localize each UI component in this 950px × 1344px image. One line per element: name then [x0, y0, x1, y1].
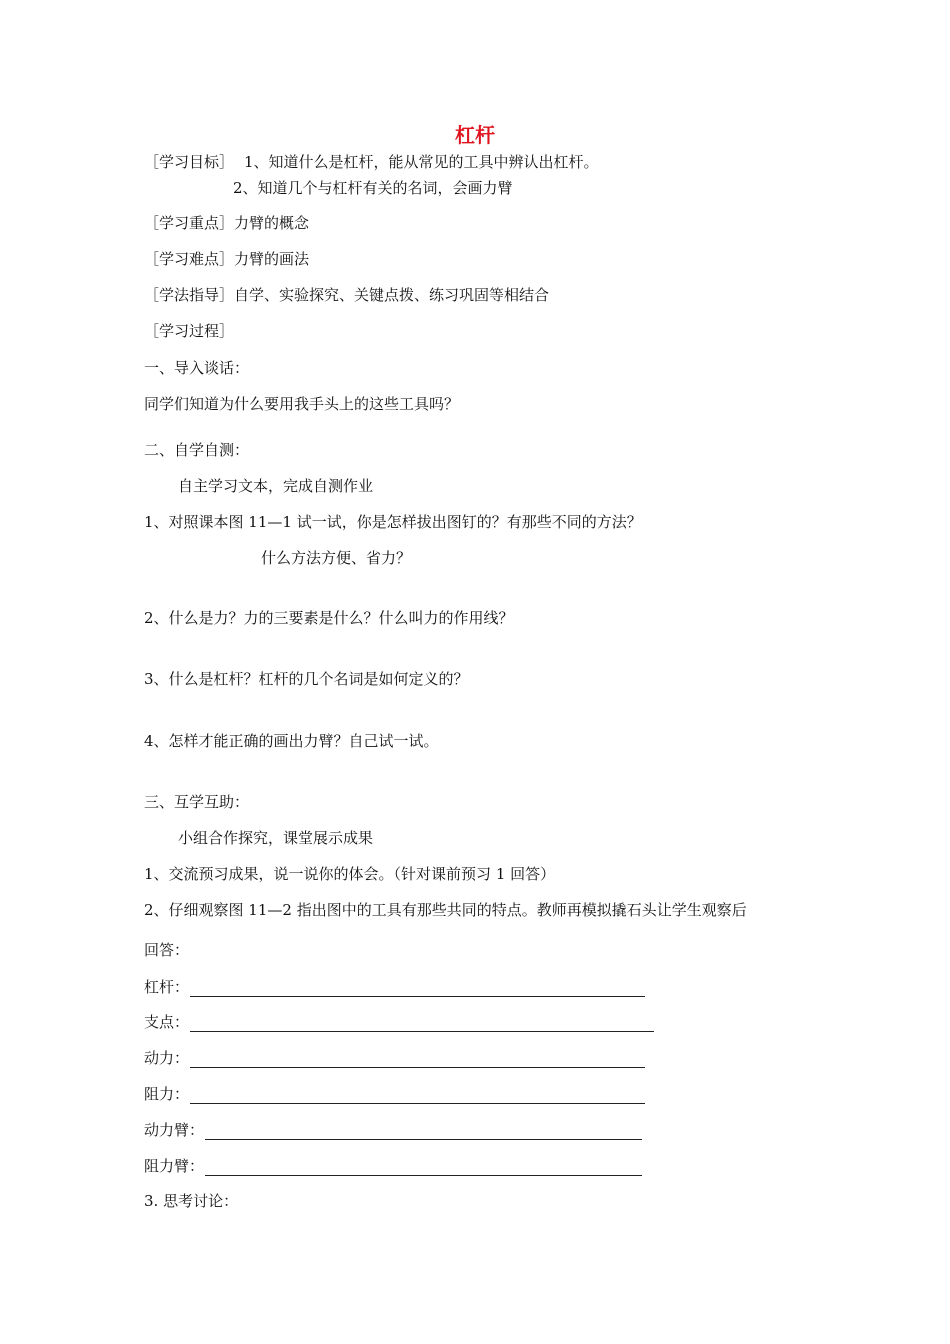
blank-effort-arm: [144, 1119, 642, 1140]
blank-fulcrum: [144, 1011, 654, 1032]
blank-resistance-arm: [144, 1155, 642, 1176]
section2-q1b: 什么方法方便、省力？: [261, 549, 412, 567]
process-label: ［学习过程］: [144, 322, 235, 340]
goal-item-2: 2、知道几个与杠杆有关的名词，会画力臂: [233, 179, 513, 197]
blank-resistance-line[interactable]: [190, 1086, 645, 1104]
section3-item2: 2、仔细观察图 11—2 指出图中的工具有那些共同的特点。教师再模拟撬石头让学生观察后: [144, 901, 747, 919]
section3-heading: 三、互学互助：: [144, 793, 250, 811]
blank-resistance-arm-line[interactable]: [205, 1158, 642, 1176]
section1-heading: 一、导入谈话：: [144, 359, 250, 377]
blank-effort: [144, 1047, 645, 1068]
blank-effort-line[interactable]: [190, 1050, 645, 1068]
blank-lever-label: 杠杆：: [144, 978, 190, 996]
blank-lever: [144, 976, 645, 997]
method-line: ［学法指导］自学、实验探究、关键点拨、练习巩固等相结合: [144, 286, 550, 304]
blank-effort-arm-label: 动力臂：: [144, 1121, 205, 1139]
section2-q3: 3、什么是杠杆？杠杆的几个名词是如何定义的？: [144, 670, 469, 688]
section3-item3: 3. 思考讨论：: [144, 1192, 239, 1210]
section2-q2: 2、什么是力？力的三要素是什么？什么叫力的作用线？: [144, 609, 514, 627]
goals-label: ［学习目标］: [144, 153, 235, 171]
section3-item1: 1、交流预习成果，说一说你的体会。（针对课前预习 1 回答）: [144, 865, 556, 883]
goal-item-1: 1、知道什么是杠杆，能从常见的工具中辨认出杠杆。: [244, 153, 599, 171]
blank-fulcrum-label: 支点：: [144, 1013, 190, 1031]
blank-fulcrum-line[interactable]: [190, 1014, 654, 1032]
page-title: 杠杆: [455, 123, 495, 147]
blank-resistance-label: 阻力：: [144, 1085, 190, 1103]
blank-resistance: [144, 1083, 645, 1104]
blank-effort-label: 动力：: [144, 1049, 190, 1067]
section1-text: 同学们知道为什么要用我手头上的这些工具吗？: [144, 395, 460, 413]
section3-item2b: 回答：: [144, 941, 190, 959]
section2-q4: 4、怎样才能正确的画出力臂？自己试一试。: [144, 732, 439, 750]
focus-line: ［学习重点］力臂的概念: [144, 214, 310, 232]
difficulty-line: ［学习难点］力臂的画法: [144, 250, 310, 268]
section3-intro: 小组合作探究，课堂展示成果: [178, 829, 374, 847]
section2-q1: 1、对照课本图 11—1 试一试，你是怎样拔出图钉的？有那些不同的方法？: [144, 513, 642, 531]
section2-heading: 二、自学自测：: [144, 441, 250, 459]
section2-intro: 自主学习文本，完成自测作业: [178, 477, 374, 495]
blank-lever-line[interactable]: [190, 979, 645, 997]
blank-effort-arm-line[interactable]: [205, 1122, 642, 1140]
blank-resistance-arm-label: 阻力臂：: [144, 1157, 205, 1175]
